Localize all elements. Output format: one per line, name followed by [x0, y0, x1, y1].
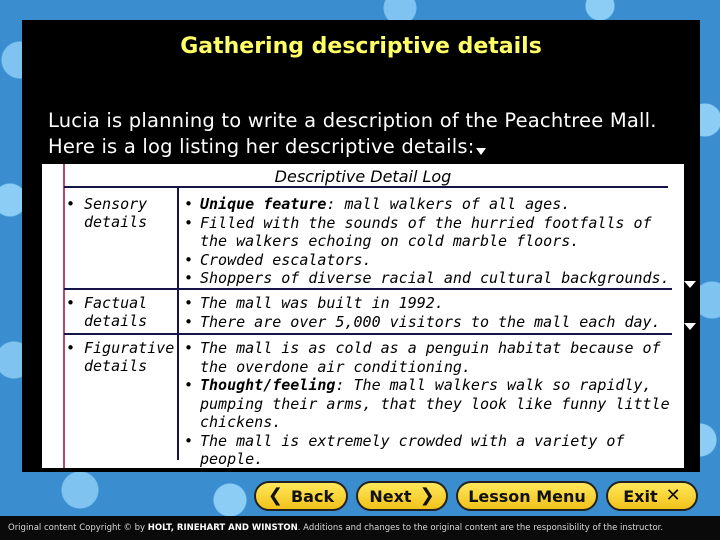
category-label: Factual [84, 294, 148, 312]
sensory-items [182, 195, 682, 288]
bullet: • [66, 195, 76, 213]
back-label: Back [290, 486, 335, 506]
copyright-footer: Original content Copyright © by HOLT, RINEHART AND WINSTON. Additions and changes to the original content are the responsibility of the instructor. [0, 516, 720, 540]
exit-button[interactable] [606, 481, 698, 511]
item-text: : The mall walkers walk so rapidly, pumping their arms, that they look like funny little chickens. [200, 376, 670, 431]
publisher-logo: HOLT, RINEHART AND WINSTON [147, 523, 298, 533]
more-arrow-icon[interactable] [476, 148, 486, 155]
item-text: The mall is extremely crowded with a variety of people. [200, 431, 625, 468]
descriptive-detail-log [42, 164, 684, 468]
divider [64, 333, 672, 335]
bullet: • [184, 250, 194, 269]
footer-suffix: Additions and changes to the original content are the responsibility of the instructor. [303, 523, 664, 533]
item-text: There are over 5,000 visitors to the mall each day. [200, 312, 661, 331]
bullet: • [184, 376, 194, 394]
item-text: Shoppers of diverse racial and cultural backgrounds. [200, 269, 670, 287]
category-sensory [66, 195, 176, 231]
bullet: • [184, 213, 194, 232]
close-icon: ✕ [665, 485, 681, 506]
category-label: Sensory [84, 195, 148, 213]
list-item [182, 269, 682, 288]
exit-label: Exit [623, 486, 658, 506]
item-lead: Unique feature [200, 195, 327, 213]
category-label: details [84, 357, 148, 375]
bullet: • [184, 294, 194, 312]
list-item [182, 376, 682, 432]
category-label: details [84, 312, 148, 330]
slide-title: Gathering descriptive details [180, 34, 542, 59]
item-text: Filled with the sounds of the hurried footfalls of the walkers echoing on cold marble floors. [200, 213, 652, 250]
intro-text [48, 108, 688, 160]
item-text: The mall is as cold as a penguin habitat because of the overdone air conditioning. [200, 339, 661, 376]
bullet: • [66, 339, 76, 357]
bullet: • [66, 294, 76, 312]
list-item [182, 294, 682, 313]
category-label: Figurative [84, 339, 175, 357]
next-button[interactable] [356, 481, 448, 511]
footer-prefix: Original content Copyright © by [8, 523, 146, 533]
margin-line [63, 164, 65, 468]
more-arrow-icon[interactable] [684, 323, 696, 330]
list-item [182, 432, 682, 469]
list-item [182, 313, 682, 332]
list-item [182, 214, 682, 251]
item-text: : mall walkers of all ages. [326, 195, 571, 213]
lesson-menu-label: Lesson Menu [468, 486, 586, 506]
column-divider [177, 186, 179, 460]
list-item [182, 195, 682, 214]
chevron-right-icon: ❯ [419, 485, 435, 506]
divider [64, 288, 672, 290]
figurative-items [182, 339, 682, 469]
list-item [182, 339, 682, 376]
back-button[interactable] [254, 481, 348, 511]
bullet: • [184, 195, 194, 213]
chevron-left-icon: ❮ [267, 485, 283, 506]
category-label: details [84, 213, 148, 231]
item-lead: Thought/feeling [200, 376, 336, 394]
bullet: • [184, 269, 194, 287]
intro-text-content: Lucia is planning to write a description of the Peachtree Mall. Here is a log listing her descriptive details: [48, 109, 657, 158]
log-title: Descriptive Detail Log [274, 167, 452, 186]
list-item [182, 251, 682, 270]
category-factual [66, 294, 176, 330]
item-text: The mall was built in 1992. [200, 294, 444, 312]
bullet: • [184, 312, 194, 331]
lesson-menu-button[interactable] [456, 481, 598, 511]
category-figurative [66, 339, 176, 375]
factual-items [182, 294, 682, 331]
next-label: Next [369, 486, 412, 506]
item-text: Crowded escalators. [200, 250, 372, 269]
bullet: • [184, 339, 194, 357]
more-arrow-icon[interactable] [684, 281, 696, 288]
divider [64, 186, 668, 188]
bullet: • [184, 431, 194, 450]
